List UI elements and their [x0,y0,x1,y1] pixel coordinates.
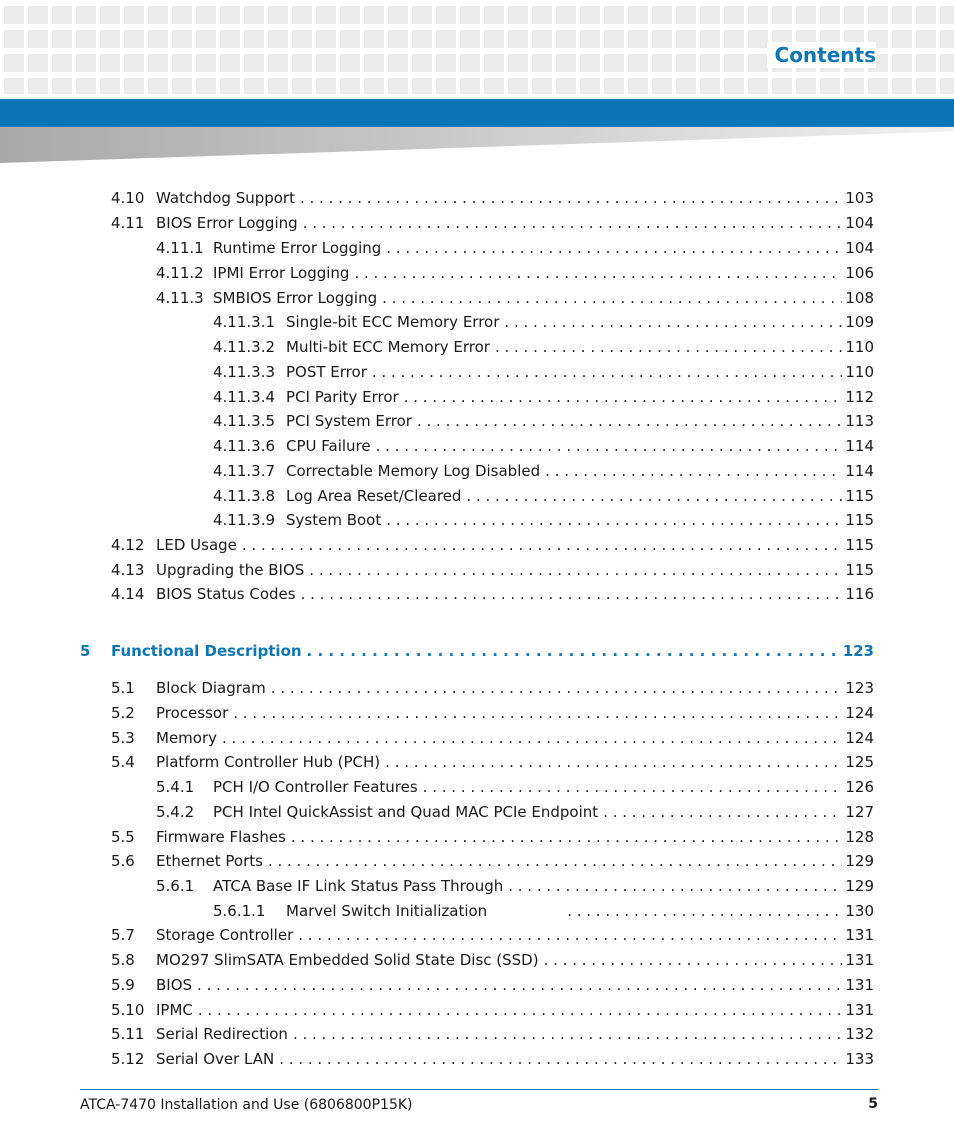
toc-leader-dots [508,876,842,896]
toc-entry-label: Upgrading the BIOS [156,561,305,579]
toc-leader-dots [567,901,842,921]
toc-entry-number: 4.11.3.9 [213,511,276,529]
toc-leader-dots [242,535,842,555]
footer-document-title: ATCA-7470 Installation and Use (6806800P15K) [80,1097,413,1113]
toc-leader-dots [279,1049,842,1069]
toc-entry-number: 4.11.3.3 [213,363,276,381]
toc-leader-dots [300,188,842,208]
toc-entry-number: 4.11.3.1 [213,313,276,331]
toc-entry-label: Ethernet Ports [156,852,263,870]
toc-leader-dots [354,263,842,283]
toc-entry-page: 129 [845,877,874,895]
toc-entry-label: Serial Redirection [156,1025,288,1043]
toc-entry-page: 108 [845,289,874,307]
toc-entry-label: PCH I/O Controller Features [213,778,418,796]
toc-entry[interactable] [213,337,874,357]
toc-entry-page: 115 [845,561,874,579]
toc-entry-label: Platform Controller Hub (PCH) [156,753,381,771]
toc-leader-dots [404,387,843,407]
toc-entry-label: Runtime Error Logging [213,239,382,257]
toc-entry[interactable] [111,1000,874,1020]
toc-entry-page: 128 [845,828,874,846]
toc-entry-label: Functional Description [111,642,302,660]
toc-entry-page: 103 [845,189,874,207]
toc-entry-number: 5.11 [111,1025,145,1043]
toc-entry[interactable] [213,411,874,431]
toc-entry[interactable] [213,461,874,481]
toc-entry[interactable] [213,362,874,382]
toc-entry-label: Processor [156,704,229,722]
toc-leader-dots [222,728,842,748]
toc-leader-dots [495,337,842,357]
toc-entry-number: 5.9 [111,976,135,994]
toc-entry-label: PCI System Error [286,412,412,430]
toc-entry[interactable] [156,876,874,896]
toc-entry-number: 5.12 [111,1050,145,1068]
toc-entry-number: 5.10 [111,1001,145,1019]
toc-entry-number: 4.11.3.5 [213,412,276,430]
toc-entry-page: 131 [845,951,874,969]
toc-entry-number: 5 [80,642,91,660]
toc-entry-label: Multi-bit ECC Memory Error [286,338,490,356]
toc-entry[interactable] [111,560,874,580]
toc-entry-number: 4.11.3 [156,289,204,307]
toc-entry-page: 104 [845,214,874,232]
toc-leader-dots [545,461,842,481]
toc-entry-page: 133 [845,1050,874,1068]
toc-entry-page: 115 [845,536,874,554]
toc-leader-dots [271,678,843,698]
toc-entry-page: 113 [845,412,874,430]
toc-entry-number: 5.8 [111,951,135,969]
toc-entry-label: Memory [156,729,218,747]
toc-leader-dots [504,312,842,332]
toc-entry[interactable] [111,1049,874,1069]
toc-entry-page: 104 [845,239,874,257]
toc-entry-number: 5.1 [111,679,135,697]
toc-entry[interactable] [213,510,874,530]
toc-entry-page: 130 [845,902,874,920]
toc-leader-dots [386,510,842,530]
toc-entry-label: Correctable Memory Log Disabled [286,462,541,480]
toc-leader-dots [197,975,842,995]
toc-leader-dots [291,827,842,847]
toc-entry[interactable] [111,584,874,604]
toc-leader-dots [417,411,842,431]
toc-leader-dots [466,486,842,506]
toc-leader-dots [198,1000,842,1020]
toc-entry-label: IPMC [156,1001,193,1019]
toc-entry-number: 4.13 [111,561,145,579]
toc-leader-dots [385,752,842,772]
toc-entry-page: 123 [845,679,874,697]
toc-entry[interactable] [213,436,874,456]
toc-entry[interactable] [156,263,874,283]
toc-entry[interactable] [156,802,874,822]
toc-entry[interactable] [213,901,874,921]
toc-entry[interactable] [156,238,874,258]
toc-leader-dots [268,851,842,871]
toc-entry[interactable] [111,950,874,970]
toc-entry-page: 115 [845,487,874,505]
toc-entry-page: 115 [845,511,874,529]
toc-entry[interactable] [111,703,874,723]
toc-entry-label: LED Usage [156,536,237,554]
toc-entry-page: 116 [845,585,874,603]
toc-leader-dots [307,641,840,661]
toc-entry-label: Watchdog Support [156,189,295,207]
toc-entry[interactable] [111,213,874,233]
toc-entry-page: 126 [845,778,874,796]
header-gray-band [0,127,954,163]
toc-entry-page: 112 [845,388,874,406]
toc-chapter-entry[interactable] [80,641,874,661]
toc-entry-number: 4.11.3.8 [213,487,276,505]
toc-entry-label: System Boot [286,511,382,529]
toc-entry-page: 110 [845,363,874,381]
toc-entry-label: Log Area Reset/Cleared [286,487,462,505]
toc-entry-page: 123 [842,642,874,660]
header-blue-band [0,99,954,127]
toc-entry[interactable] [111,851,874,871]
toc-entry-label: Firmware Flashes [156,828,286,846]
toc-entry[interactable] [111,678,874,698]
toc-entry-page: 110 [845,338,874,356]
toc-entry-page: 131 [845,976,874,994]
toc-entry-page: 131 [845,926,874,944]
toc-entry-page: 124 [845,704,874,722]
toc-leader-dots [423,777,843,797]
footer-page-number: 5 [868,1096,878,1112]
toc-leader-dots [303,213,843,233]
toc-entry[interactable] [111,827,874,847]
toc-entry-number: 5.6.1.1 [213,902,266,920]
toc-entry-number: 5.2 [111,704,135,722]
toc-entry-number: 5.3 [111,729,135,747]
toc-leader-dots [293,1024,842,1044]
toc-entry-number: 5.6.1 [156,877,195,895]
toc-entry-number: 4.12 [111,536,145,554]
toc-entry[interactable] [213,387,874,407]
toc-entry-label: IPMI Error Logging [213,264,350,282]
toc-entry-number: 4.11.1 [156,239,204,257]
toc-entry-number: 4.14 [111,585,145,603]
toc-entry-label: BIOS Error Logging [156,214,298,232]
toc-entry-page: 114 [845,462,874,480]
toc-entry-number: 5.4.1 [156,778,195,796]
toc-entry[interactable] [111,728,874,748]
toc-entry-page: 109 [845,313,874,331]
toc-entry-label: Single-bit ECC Memory Error [286,313,500,331]
toc-leader-dots [376,436,843,456]
page-title: Contents [767,42,876,68]
toc-entry-page: 129 [845,852,874,870]
toc-leader-dots [301,584,843,604]
toc-entry-number: 4.11 [111,214,145,232]
toc-entry[interactable] [111,1024,874,1044]
toc-entry-page: 124 [845,729,874,747]
toc-entry-label: MO297 SlimSATA Embedded Solid State Disc (SSD) [156,951,539,969]
toc-entry-label: Serial Over LAN [156,1050,275,1068]
toc-entry[interactable] [111,752,874,772]
toc-entry[interactable] [111,975,874,995]
toc-entry-label: BIOS [156,976,193,994]
toc-entry-number: 4.11.3.4 [213,388,276,406]
toc-entry-label: PCH Intel QuickAssist and Quad MAC PCIe Endpoint [213,803,599,821]
toc-leader-dots [298,925,842,945]
toc-leader-dots [603,802,842,822]
toc-entry[interactable] [213,486,874,506]
toc-entry-page: 131 [845,1001,874,1019]
toc-entry-page: 106 [845,264,874,282]
toc-entry-label: Storage Controller [156,926,294,944]
toc-entry-number: 4.11.2 [156,264,204,282]
toc-entry-number: 5.7 [111,926,135,944]
toc-entry-label: BIOS Status Codes [156,585,296,603]
toc-entry-number: 5.4 [111,753,135,771]
toc-entry-number: 4.11.3.2 [213,338,276,356]
toc-entry-label: CPU Failure [286,437,371,455]
toc-entry-label: ATCA Base IF Link Status Pass Through [213,877,504,895]
toc-leader-dots [382,288,842,308]
toc-entry-number: 4.10 [111,189,145,207]
footer-rule [80,1089,878,1090]
toc-entry-number: 5.5 [111,828,135,846]
toc-entry-label: Block Diagram [156,679,266,697]
toc-entry[interactable] [111,188,874,208]
toc-entry-page: 127 [845,803,874,821]
toc-entry-page: 132 [845,1025,874,1043]
toc-entry-label: Marvel Switch Initialization [286,902,488,920]
toc-leader-dots [233,703,842,723]
toc-leader-dots [372,362,842,382]
toc-entry-label: PCI Parity Error [286,388,399,406]
toc-entry-number: 5.4.2 [156,803,195,821]
toc-entry-label: POST Error [286,363,367,381]
toc-leader-dots [544,950,843,970]
toc-entry-page: 125 [845,753,874,771]
toc-entry-page: 114 [845,437,874,455]
toc-entry-number: 5.6 [111,852,135,870]
toc-entry[interactable] [156,288,874,308]
toc-entry[interactable] [111,535,874,555]
toc-entry[interactable] [213,312,874,332]
toc-entry-label: SMBIOS Error Logging [213,289,378,307]
toc-entry[interactable] [156,777,874,797]
toc-entry-number: 4.11.3.6 [213,437,276,455]
toc-entry[interactable] [111,925,874,945]
toc-leader-dots [309,560,842,580]
toc-entry-number: 4.11.3.7 [213,462,276,480]
toc-leader-dots [386,238,842,258]
